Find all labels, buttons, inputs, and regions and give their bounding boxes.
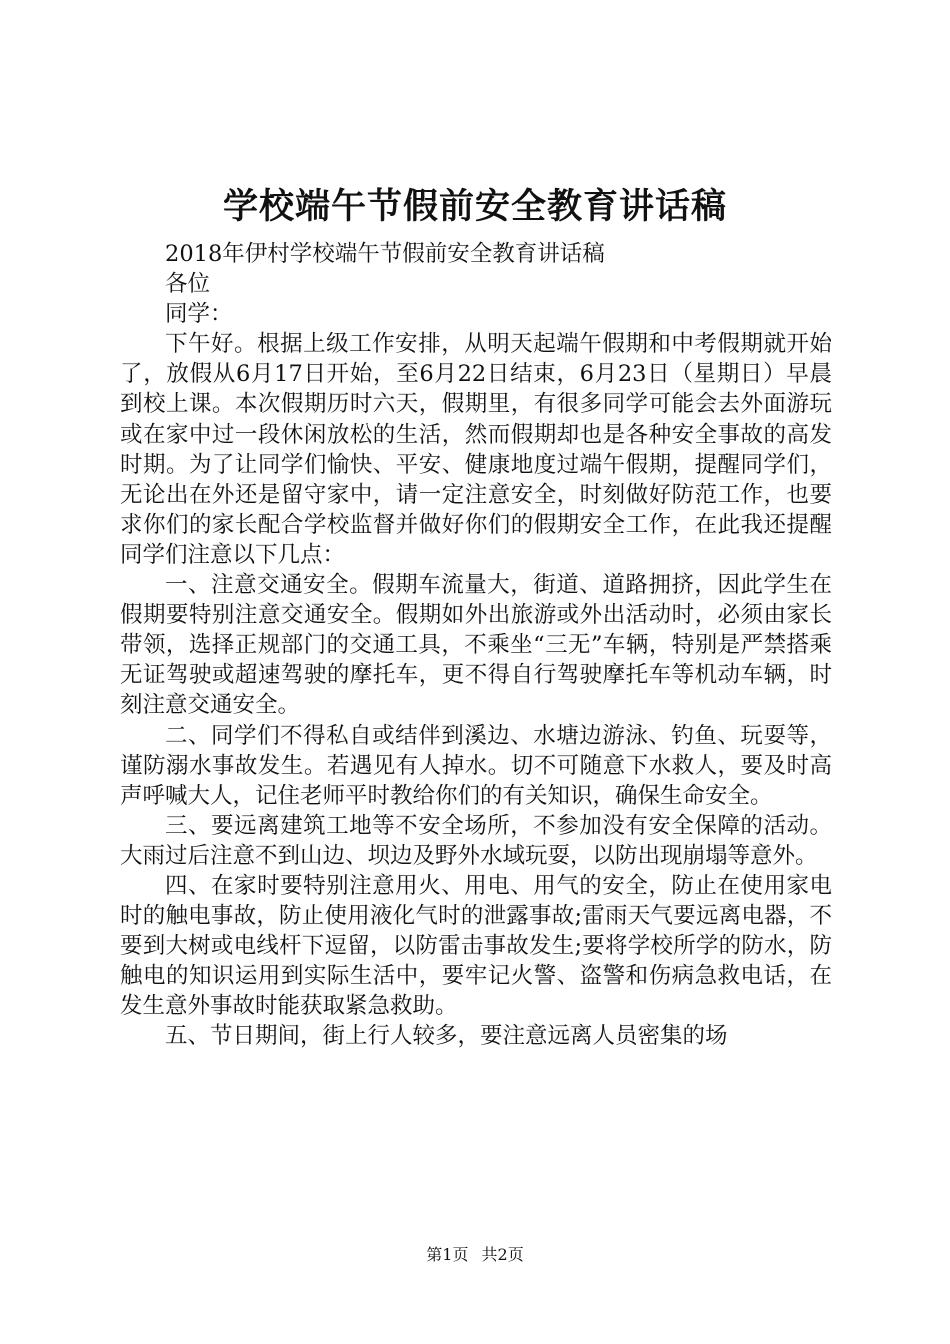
point-5-paragraph: 五、节日期间，街上行人较多，要注意远离人员密集的场: [165, 1023, 728, 1050]
salutation-line-2: 同学：: [165, 301, 233, 328]
point-3-paragraph: 三、要远离建筑工地等不安全场所，不参加没有安全保障的活动。大雨过后注意不到山边、坝边及野外水域玩耍，以防出现崩塌等意外。: [120, 812, 832, 869]
subtitle-paragraph: 2018年伊村学校端午节假前安全教育讲话稿: [165, 241, 605, 267]
salutation-line-1: 各位: [165, 271, 211, 298]
point-1-paragraph: 一、注意交通安全。假期车流量大，街道、道路拥挤，因此学生在假期要特别注意交通安全。假期如外出旅游或外出活动时，必须由家长带领，选择正规部门的交通工具，不乘坐“三无”车辆，特别是严禁搭乘无证驾驶或超速驾驶的摩托车，更不得自行驾驶摩托车等机动车辆，时刻注意交通安全。: [120, 572, 832, 719]
document-body: [120, 239, 832, 1052]
intro-paragraph: 下午好。根据上级工作安排，从明天起端午假期和中考假期就开始了，放假从6月17日开始，至6月22日结束，6月23日（星期日）早晨到校上课。本次假期历时六天，假期里，有很多同学可能会去外面游玩或在家中过一段休闲放松的生活，然而假期却也是各种安全事故的高发时期。为了让同学们愉快、平安、健康地度过端午假期，提醒同学们，无论出在外还是留守家中，请一定注意安全，时刻做好防范工作，也要求你们的家长配合学校监督并做好你们的假期安全工作，在此我还提醒同学们注意以下几点：: [120, 331, 832, 568]
point-4-paragraph: 四、在家时要特别注意用火、用电、用气的安全，防止在使用家电时的触电事故，防止使用液化气时的泄露事故;雷雨天气要远离电器，不要到大树或电线杆下逗留，以防雷击事故发生;要将学校所学的防水，防触电的知识运用到实际生活中，要牢记火警、盗警和伤病急救电话，在发生意外事故时能获取紧急救助。: [120, 872, 832, 1020]
page-footer: [0, 1244, 950, 1266]
page-total: 共2页: [481, 1245, 524, 1264]
point-2-paragraph: 二、同学们不得私自或结伴到溪边、水塘边游泳、钓鱼、玩耍等，谨防溺水事故发生。若遇见有人掉水。切不可随意下水救人，要及时高声呼喊大人，记住老师平时教给你们的有关知识，确保生命安全。: [120, 722, 832, 809]
document-title: 学校端午节假前安全教育讲话稿: [222, 186, 727, 227]
page-number: 第1页: [426, 1245, 469, 1264]
